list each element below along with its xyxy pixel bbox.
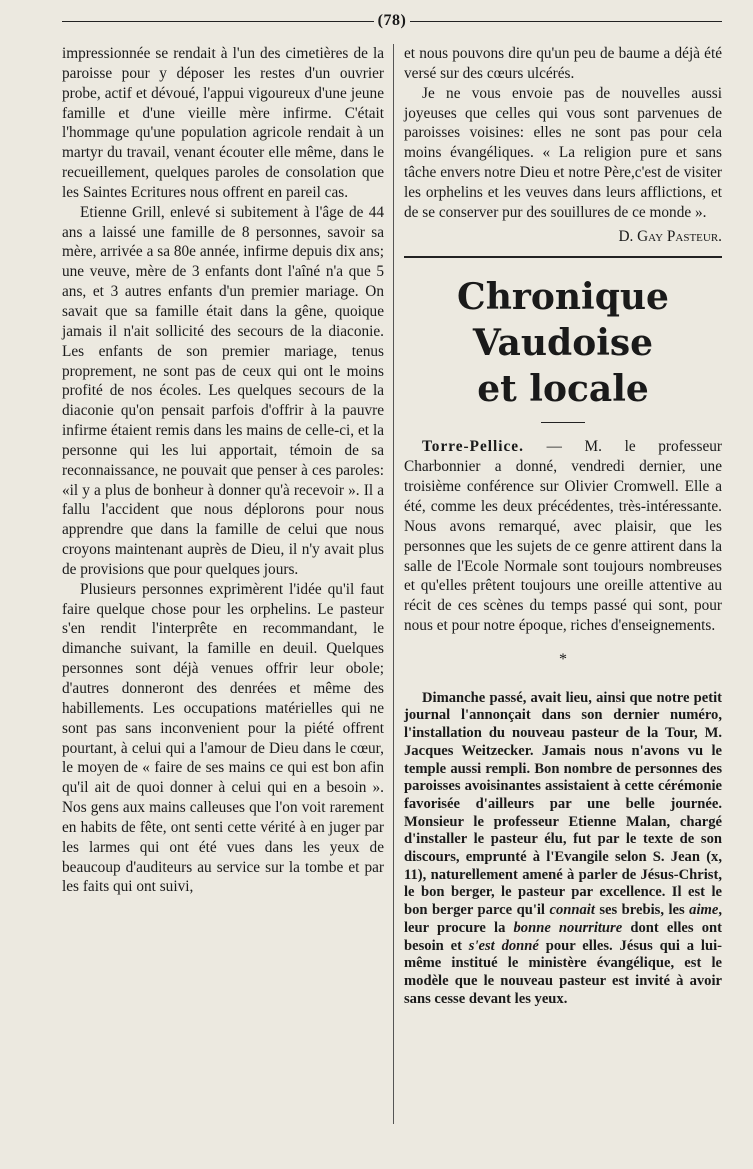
section-title-line-1: Chronique Vaudoise	[457, 276, 669, 365]
left-column	[62, 44, 384, 897]
installation-text-4: dont elles ont besoin et	[404, 919, 722, 954]
title-rule	[541, 422, 585, 423]
right-paragraph-1: et nous pouvons dire qu'un peu de baume a déjà été versé sur des cœurs ulcérés.	[404, 45, 722, 82]
section-title-line-2: et locale	[477, 368, 649, 411]
header-rule-left	[62, 21, 374, 22]
place-name: Torre-Pellice.	[422, 438, 524, 456]
installation-paragraph	[404, 690, 722, 1009]
installation-italic-3: bonne nourriture	[513, 919, 623, 936]
header-rule-right	[410, 21, 722, 22]
section-title	[404, 274, 722, 412]
section-rule	[404, 256, 722, 258]
left-paragraph-1: impressionnée se rendait à l'un des cimetières de la paroisse pour y déposer les restes d'un ouvrier probe, actif et dévoué, l'appui vigoureux d'une jeune famille et d'une vieille mère infirme. C'était l'hommage qu'une population agricole rendait à un martyr du travail, venant écouter elle même, dans le recueillement, quelques paroles de consolation que les Saintes Ecritures nous offrent en pareil cas.	[62, 45, 384, 201]
installation-italic-2: aime	[689, 902, 719, 919]
separator-star: *	[559, 650, 567, 668]
installation-text-3: , leur procure la	[404, 902, 722, 936]
place-text: — M. le professeur Charbonnier a donné, vendredi dernier, une troisième conférence sur Olivier Cromwell. Elle a été, comme les deux précédentes, très-intéressante. Nous avons remarqué, avec plaisir, que les personnes que les sujets de ce genre attirent dans la salle de l'Ecole Normale sont toujours nombreuses et qu'elles prêtent toujours une oreille attentive au récit de ces scènes du temps passé qui sont, pour nous et pour notre époque, riches d'enseignements.	[404, 438, 722, 635]
left-paragraph-2: Etienne Grill, enlevé si subitement à l'âge de 44 ans a laissé une famille de 8 personnes, savoir sa mère, arrivée a sa 80e année, infirme depuis dix ans; une veuve, mère de 3 enfants dont l'aîné n'a que 5 ans, et 3 autres enfants d'un premier mariage. On savait que sa famille était dans la gêne, quoique jamais il n'ait sollicité des secours de la diaconie. Les enfants de son premier mariage, tenus proprement, ne sont pas de ceux qui ont le moins profité de nos écoles. Les quelques secours de la diaconie qu'on pensait parfois d'offrir à la pauvre infirme étaient remis dans les mains de celle-ci, et la personne qui les lui apportait, témoin de sa reconnaissance, ne pouvait que penser à ces paroles: «il y a plus de bonheur à donner qu'à recevoir ». Il a fallu l'accident que nous déplorons pour nous apprendre que dans la famille de celui que nous croyons maintenant auprès de Dieu, il n'y avait plus de provisions que pour quelques jours.	[62, 203, 384, 578]
right-paragraph-2: Je ne vous envoie pas de nouvelles aussi joyeuses que celles qui vous sont parvenues de paroisses voisines: elles ne sont pas pour cela moins évangéliques. « La religion pure et sans tâche envers notre Dieu et notre Père,c'est de visiter les orphelins et les veuves dans leurs afflictions, et de se conserver pur des souillures de ce monde ».	[404, 84, 722, 221]
installation-italic-4: s'est donné	[468, 937, 539, 954]
installation-italic-1: connait	[549, 902, 595, 919]
right-column	[404, 44, 722, 1008]
left-paragraph-3: Plusieurs personnes exprimèrent l'idée qu'il faut faire quelque chose pour les orphelins. Le pasteur s'en rendit l'interprête en recommandant, le dimanche suivant, la famille en deuil. Quelques personnes sont déjà venues offrir leur obole; d'autres donneront des denrées et même des habillements. Les occupations matérielles qui ne sont pas sans inconvenient pour la piété offrent pourtant, à celui qui a l'amour de Dieu dans le cœur, le moyen de « faire de ses mains ce qui est bon afin qu'il ait de quoi donner à celui qui en a besoin ». Nos gens aux mains calleuses que l'on voit rarement en habits de fête, ont senti cette vérité à en juger par les larmes qui ont été vues dans les yeux de beaucoup d'auditeurs au service sur la tombe et par les faits qui ont suivi,	[62, 580, 384, 896]
page-header	[62, 10, 722, 32]
installation-text-5: pour elles. Jésus qui a lui-même institué le ministère évangélique, est le modèle que le nouveau pasteur est invité à avoir sans cesse devant les yeux.	[404, 937, 722, 1007]
installation-text-1: Dimanche passé, avait lieu, ainsi que notre petit journal l'annonçait dans son dernier numéro, l'installation du nouveau pasteur de la Tour, M. Jacques Weitzecker. Jamais nous n'avons vu le temple aussi rempli. Bon nombre de personnes des paroisses avoisinantes assistaient à cette cérémonie favorisée d'ailleurs par une belle journée. Monsieur le professeur Etienne Malan, chargé d'installer le pasteur élu, fut par le texte de son discours, emprunté à l'Evangile selon S. Jean (x, 11), naturellement amené à parler de Jésus-Christ, le bon berger, le pasteur par excellence. Il est le bon berger parce qu'il	[404, 689, 722, 919]
column-divider	[393, 44, 394, 1124]
page-number: (78)	[377, 12, 407, 29]
signature: D. Gay Pasteur.	[618, 227, 722, 245]
installation-text-2: ses brebis, les	[594, 902, 690, 919]
torre-pellice-paragraph	[404, 437, 722, 635]
